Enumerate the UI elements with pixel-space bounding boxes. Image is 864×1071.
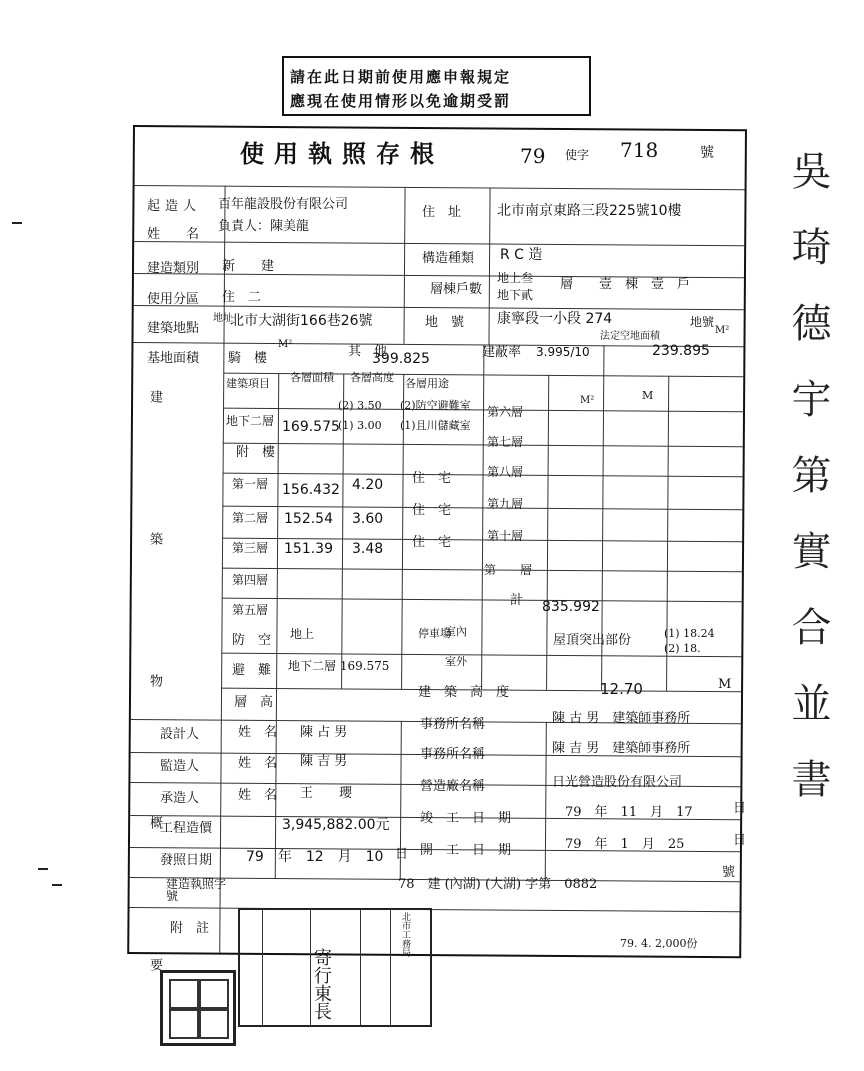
stamp-b: 北市工務局 [400, 912, 410, 957]
shelter-above: 地上 [290, 627, 315, 641]
address-value: 北市南京東路三段225號10樓 [497, 203, 682, 219]
roof-1: (1) 18.24 [664, 627, 715, 640]
start-day: 日 [733, 833, 747, 848]
coverage-label: 建蔽率 [482, 345, 522, 360]
shelter-label: 防 空 [232, 633, 272, 648]
f5-label: 第五層 [232, 603, 269, 617]
remark-label: 附 註 [170, 921, 210, 936]
f3-area: 151.39 [284, 541, 333, 557]
unit-m-height: M [718, 677, 732, 692]
structure-value: R C 造 [500, 247, 543, 263]
scan-mark [52, 884, 62, 886]
f1-use: 住 宅 [412, 471, 452, 486]
head-item: 建築項目 [226, 377, 270, 390]
building-section-label: 建 築 物 概 要 [147, 390, 162, 1029]
address-label: 住 址 [422, 205, 462, 220]
f6-label: 第六層 [487, 405, 524, 419]
designer-label: 設計人 [160, 727, 200, 742]
lot-value: 康寧段一小段 274 [497, 311, 613, 327]
lot-label: 地 號 [425, 315, 465, 330]
f3-label: 第三層 [232, 541, 269, 555]
f4-label: 第四層 [232, 573, 269, 587]
parking-label: 停車場 [418, 627, 451, 640]
builder-rep: 負責人：陳美龍 [218, 219, 310, 234]
head-height: 各層高度 [350, 371, 394, 384]
issue-value: 79 年 12 月 10 [246, 849, 384, 865]
open-space-value: 239.895 [652, 343, 710, 359]
f10-label: 第十層 [487, 529, 524, 543]
f3-use: 住 宅 [412, 535, 452, 550]
notice-stamp [282, 56, 591, 116]
zone-value: 住 二 [222, 290, 262, 305]
floor-height-label: 層 高 [234, 695, 274, 710]
designer-office-label: 事務所名稱 [420, 717, 486, 732]
f2-area: 152.54 [284, 511, 333, 527]
permit-suffix-label: 號 [722, 865, 736, 880]
f9-label: 第九層 [487, 497, 524, 511]
f1-area: 156.432 [282, 482, 340, 498]
permit-label: 建造執照字號 [166, 877, 227, 903]
builder-label: 起造人 [147, 199, 202, 214]
designer-name-label: 姓 名 [238, 725, 278, 740]
firm-label: 營造廠名稱 [420, 779, 486, 794]
evac-label: 避 難 [232, 663, 272, 678]
basement-label: 地下二層 [226, 414, 275, 428]
fn-label: 第 層 [484, 563, 533, 577]
cost-label: 工程造價 [160, 821, 213, 836]
basement-h1: (2) 3.50 [338, 399, 382, 412]
scan-mark [38, 868, 48, 870]
contractor-label: 承造人 [160, 791, 200, 806]
site-value: 北市大湖街166巷26號 [230, 313, 373, 329]
issue-day: 日 [395, 847, 409, 862]
seal-icon [160, 970, 236, 1046]
name-label: 姓 名 [147, 227, 200, 242]
floors-below: 地下貳 [497, 288, 534, 302]
build-height-value: 12.70 [600, 680, 643, 698]
parking-outdoor: 室外 [445, 655, 467, 668]
unit-m2-arcade: M² [278, 339, 293, 350]
stamp-a: 寄行東長 [311, 948, 332, 1020]
permit-type: 使字 [565, 148, 590, 162]
notice-line-1: 請在此日期前使用應申報規定 [290, 68, 512, 86]
evac-value: 地下二層 169.575 [288, 659, 390, 673]
annex-label: 附 樓 [236, 445, 276, 460]
structure-label: 構造種類 [422, 251, 475, 266]
f2-use: 住 宅 [412, 503, 452, 518]
zone-label: 使用分區 [147, 292, 200, 307]
margin-handwriting: 吳琦德宇第實合並書 [785, 150, 831, 834]
build-height-label: 建 築 高 度 [418, 685, 510, 700]
category-label: 建造類別 [147, 261, 200, 276]
unit-m-f6: M [642, 389, 654, 402]
open-space-label: 法定空地面積 [600, 331, 660, 342]
complete-day: 日 [733, 801, 747, 816]
unit-m2-open: M² [715, 325, 730, 336]
other-value: 399.825 [372, 351, 430, 367]
basement-h2: (1) 3.00 [338, 419, 382, 432]
cost-value: 3,945,882.00元 [282, 817, 390, 833]
head-use: 各層用途 [405, 377, 449, 390]
print-note: 79. 4. 2,000份 [620, 937, 698, 950]
supervisor-office-label: 事務所名稱 [420, 747, 486, 762]
roof-label: 屋頂突出部份 [553, 633, 632, 648]
site-label: 建築地點 [147, 321, 200, 336]
page-title: 使用執照存根 [240, 139, 444, 168]
parking-indoor: 室內 [445, 625, 467, 638]
basement-use1: (2)防空避難室 [400, 399, 471, 412]
basement-area: 169.575 [282, 419, 340, 435]
designer-office: 陳 古 男 建築師事務所 [552, 711, 691, 726]
issue-label: 發照日期 [160, 853, 213, 868]
f2-label: 第二層 [232, 511, 269, 525]
notice-line-2: 應現在使用情形以免逾期受罰 [290, 92, 512, 110]
f8-label: 第八層 [487, 465, 524, 479]
complete-value: 79 年 11 月 17 [565, 805, 693, 820]
supervisor-name-label: 姓 名 [238, 756, 278, 771]
contractor-name-label: 姓 名 [238, 788, 278, 803]
contractor-name: 王 瓔 [300, 786, 353, 801]
floors-above: 地上叁 [497, 271, 534, 285]
supervisor-label: 監造人 [160, 759, 200, 774]
supervisor-name: 陳 吉 男 [300, 754, 348, 769]
permit-number: 718 [620, 138, 659, 162]
f1-label: 第一層 [232, 477, 269, 491]
f7-label: 第七層 [487, 435, 524, 449]
firm-value: 日光營造股份有限公司 [552, 775, 683, 790]
permit-value: 78 建 (內湖) (大湖) 字第 0882 [398, 877, 598, 892]
scan-mark [12, 222, 22, 224]
basement-use2: (1)且川儲藏室 [400, 419, 471, 432]
floors-tail: 層 壹 棟 壹 戶 [560, 277, 691, 292]
head-area: 各層面積 [290, 371, 334, 384]
area-label: 基地面積 [147, 351, 200, 366]
lot-suffix: 地號 [690, 315, 715, 329]
f1-height: 4.20 [352, 477, 384, 493]
coverage-value: 3.995/10 [536, 345, 590, 359]
supervisor-office: 陳 吉 男 建築師事務所 [552, 741, 691, 756]
permit-suffix: 號 [700, 145, 714, 161]
builder-company: 百年龍設股份有限公司 [218, 197, 349, 212]
roof-2: (2) 18. [664, 642, 701, 655]
f2-height: 3.60 [352, 511, 384, 527]
floors-label: 層棟戶數 [430, 282, 483, 297]
total-label: 計 [510, 593, 524, 608]
f3-height: 3.48 [352, 541, 384, 557]
complete-label: 竣 工 日 期 [420, 811, 512, 826]
start-label: 開 工 日 期 [420, 843, 512, 858]
other-label: 其 他 [348, 344, 388, 359]
category-value: 新 建 [222, 259, 275, 274]
unit-m2-f6: M² [580, 395, 595, 406]
designer-name: 陳 占 男 [300, 725, 348, 740]
total-value: 835.992 [542, 599, 600, 615]
start-value: 79 年 1 月 25 [565, 837, 685, 852]
arcade-label: 騎 樓 [228, 351, 268, 366]
permit-year: 79 [520, 144, 546, 168]
site-sub: 地址 [213, 313, 233, 324]
